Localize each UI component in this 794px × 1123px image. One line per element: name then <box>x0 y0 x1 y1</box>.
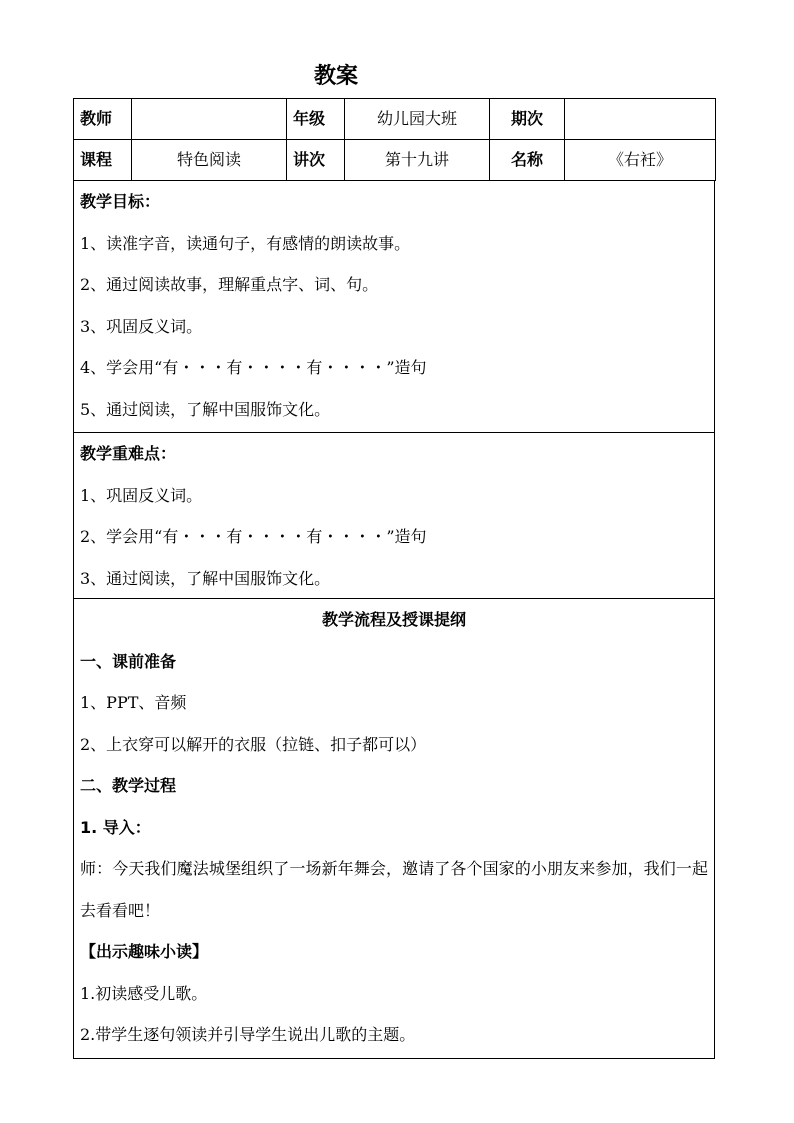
prep-item: 2、上衣穿可以解开的衣服（拉链、扣子都可以） <box>80 734 427 754</box>
document-title: 教案 <box>314 64 359 89</box>
goal-item: 1、读准字音，读通句子，有感情的朗读故事。 <box>80 233 411 253</box>
lecture-value[interactable]: 第十九讲 <box>345 140 490 181</box>
process-heading: 二、教学过程 <box>80 776 177 795</box>
prep-item: 1、PPT、音频 <box>80 693 187 712</box>
info-row-1 <box>74 99 716 140</box>
teacher-value[interactable] <box>132 99 287 140</box>
goal-item: 4、学会用“有・・・有・・・・有・・・・”造句 <box>80 358 427 377</box>
key-item: 3、通过阅读，了解中国服饰文化。 <box>80 568 331 588</box>
teaching-goals-section <box>73 181 715 433</box>
course-value[interactable]: 特色阅读 <box>132 140 287 181</box>
grade-value[interactable]: 幼儿园大班 <box>345 99 490 140</box>
prep-heading: 一、课前准备 <box>80 651 177 671</box>
intro-heading: 1. 导入： <box>80 817 151 837</box>
teaching-flow-section <box>73 599 715 1059</box>
key-item: 1、巩固反义词。 <box>80 485 203 505</box>
name-label: 名称 <box>490 140 565 181</box>
lecture-label: 讲次 <box>287 140 345 181</box>
course-label: 课程 <box>74 140 132 181</box>
period-label: 期次 <box>490 99 565 140</box>
lesson-info-table <box>73 98 716 181</box>
grade-label: 年级 <box>287 99 345 140</box>
key-item: 2、学会用“有・・・有・・・・有・・・・”造句 <box>80 527 427 546</box>
name-value[interactable]: 《右衽》 <box>565 140 716 181</box>
period-value[interactable] <box>565 99 716 140</box>
keys-heading: 教学重难点： <box>80 444 177 463</box>
flow-heading: 教学流程及授课提纲 <box>321 610 466 629</box>
lesson-plan-frame <box>73 98 715 1058</box>
step-item: 2.带学生逐句领读并引导学生说出儿歌的主题。 <box>80 1025 416 1044</box>
goal-item: 5、通过阅读，了解中国服饰文化。 <box>80 399 331 419</box>
goal-item: 2、通过阅读故事，理解重点字、词、句。 <box>80 275 379 294</box>
fun-reading-label: 【出示趣味小读】 <box>80 942 209 961</box>
step-item: 1.初读感受儿歌。 <box>80 983 208 1003</box>
goals-heading: 教学目标： <box>80 192 161 211</box>
goal-item: 3、巩固反义词。 <box>80 316 203 336</box>
key-points-section <box>73 433 715 599</box>
intro-paragraph: 师：今天我们魔法城堡组织了一场新年舞会，邀请了各个国家的小朋友来参加，我们一起去看看吧！ <box>80 859 708 920</box>
teacher-label: 教师 <box>74 99 132 140</box>
info-row-2 <box>74 140 716 181</box>
